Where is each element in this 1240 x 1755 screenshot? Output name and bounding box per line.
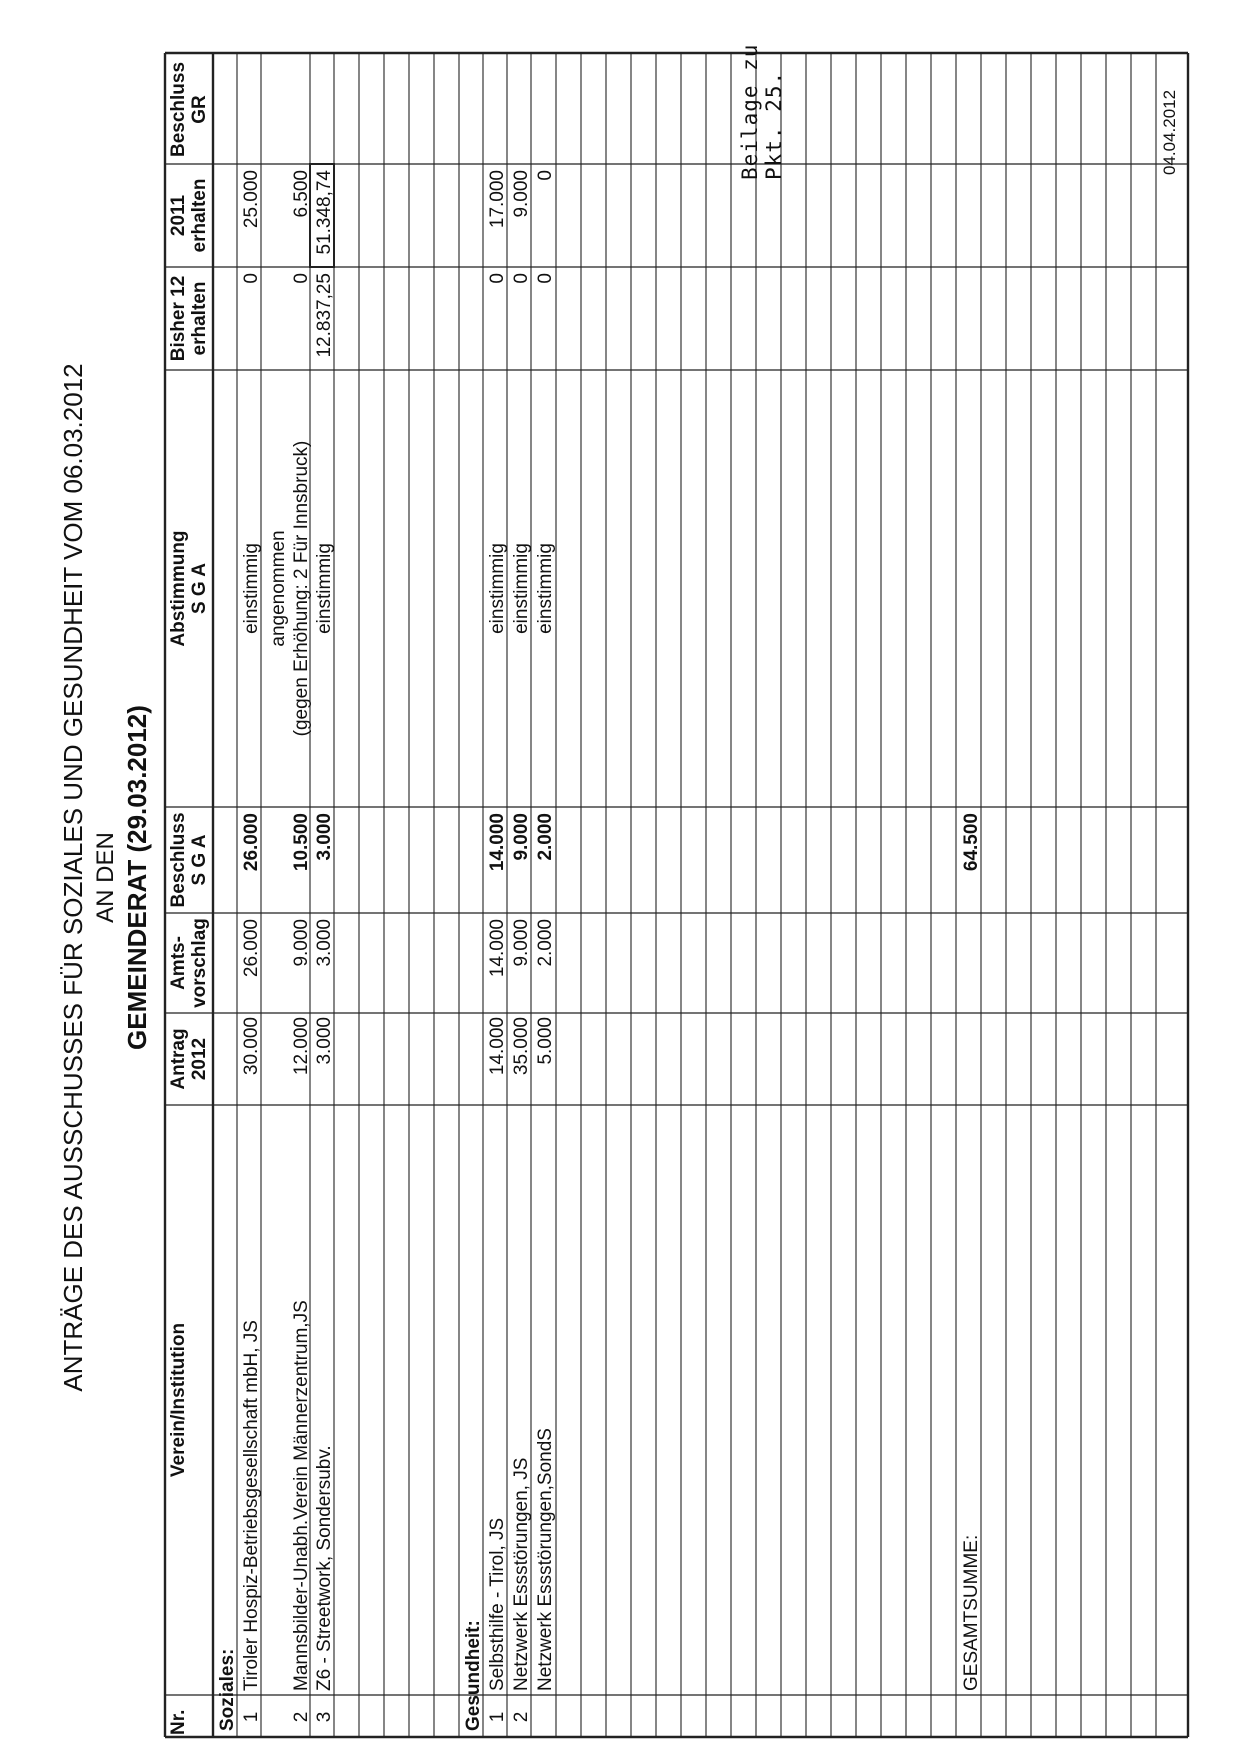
header-beschluss-sga: Beschluss S G A [168,812,210,908]
row-bisher: 0 [291,273,312,284]
row-amtsvorschlag: 3.000 [314,919,335,967]
document-subtitle: AN DEN [92,832,119,923]
document-title: ANTRÄGE DES AUSSCHUSSES FÜR SOZIALES UND GESUNDHEIT VOM 06.03.2012 [58,363,88,1392]
header-antrag: Antrag 2012 [168,1028,210,1090]
row-verein: Tiroler Hospiz-Betriebsgesellschaft mbH, JS [241,1320,262,1691]
row-abstimmung: einstimmig [314,543,335,634]
row-antrag: 12.000 [291,1017,312,1076]
row-bisher: 0 [511,273,532,284]
row-2011: 0 [535,170,556,181]
row-abstimmung: einstimmig [511,543,532,634]
row-antrag: 30.000 [241,1017,262,1076]
row-amtsvorschlag: 2.000 [535,919,556,967]
total-label: GESAMTSUMME: [961,1534,982,1691]
attachment-note: Beilage zu Pkt. 25. [738,43,786,180]
row-beschluss: 10.500 [291,813,312,872]
row-bisher: 0 [487,273,508,284]
row-abstimmung: einstimmig [535,543,556,634]
row-nr: 1 [487,1711,508,1723]
document-heading: GEMEINDERAT (29.03.2012) [122,705,152,1050]
row-2011: 6.500 [291,170,312,218]
row-verein: Selbsthilfe - Tirol, JS [487,1517,508,1691]
row-verein: Netzwerk Essstörungen,SondS [535,1428,556,1691]
row-antrag: 14.000 [487,1017,508,1076]
row-amtsvorschlag: 9.000 [511,919,532,967]
row-nr: 2 [291,1711,312,1723]
row-verein: Netzwerk Essstörungen, JS [511,1457,532,1691]
header-amtsvorschlag: Amts- vorschlag [168,918,210,1008]
row-abstimmung: einstimmig [241,543,262,634]
row-verein: Z6 - Streetwork, Sondersubv. [314,1445,335,1691]
header-beschluss-gr: Beschluss GR [168,61,210,158]
row-verein: Mannsbilder-Unabh.Verein Männerzentrum,JS [291,1300,312,1691]
row-bisher: 0 [241,273,262,284]
row-2011: 51.348,74 [314,170,335,255]
row-amtsvorschlag: 9.000 [291,919,312,967]
section-soziales: Soziales: [217,1648,238,1731]
row-2011: 9.000 [511,170,532,218]
row-abstimmung: einstimmig [487,543,508,634]
section-gesundheit: Gesundheit: [463,1620,484,1731]
row-nr: 3 [314,1711,335,1723]
row-beschluss: 3.000 [314,813,335,861]
header-nr: Nr. [168,1709,189,1735]
row-amtsvorschlag: 14.000 [487,919,508,978]
header-abstimmung: Abstimmung S G A [168,530,210,647]
header-verein: Verein/Institution [168,1322,189,1478]
header-2011: 2011 erhalten [168,178,210,253]
header-bisher: Bisher 12 erhalten [168,275,210,362]
row-nr: 2 [511,1711,532,1723]
row-2011: 25.000 [241,170,262,229]
row-antrag: 3.000 [314,1017,335,1065]
row-bisher: 0 [535,273,556,284]
row-amtsvorschlag: 26.000 [241,919,262,978]
row-2011: 17.000 [487,170,508,229]
row-antrag: 35.000 [511,1017,532,1076]
total-value: 64.500 [961,813,982,872]
row-antrag: 5.000 [535,1017,556,1065]
row-beschluss: 14.000 [487,813,508,872]
row-nr: 1 [241,1711,262,1723]
row-beschluss: 9.000 [511,813,532,861]
row-bisher: 12.837,25 [314,273,335,358]
row-abstimmung-detail: (gegen Erhöhung: 2 Für Innsbruck) [291,440,312,737]
row-abstimmung: angenommen [268,530,289,647]
print-date: 04.04.2012 [1160,89,1179,175]
row-beschluss: 26.000 [241,813,262,872]
row-beschluss: 2.000 [535,813,556,861]
